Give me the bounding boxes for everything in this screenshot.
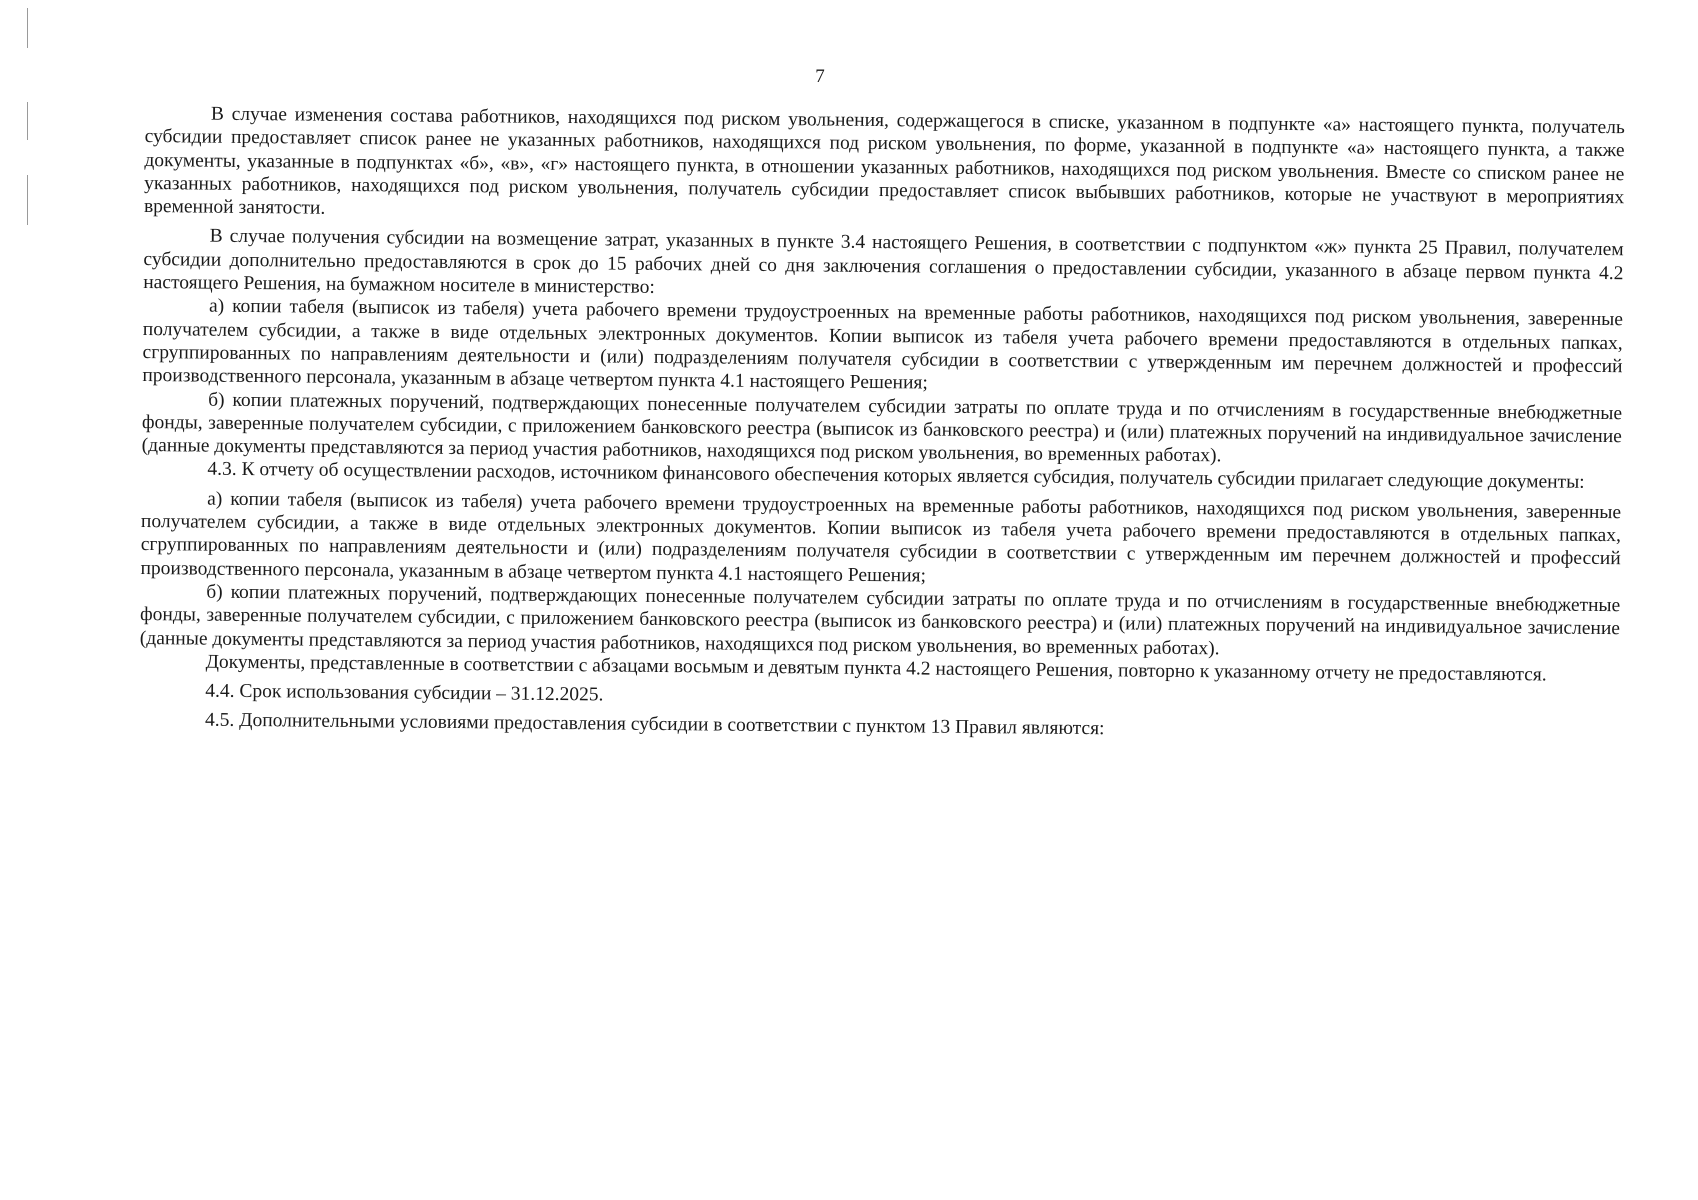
- paragraph-item-b-payment-orders-report: б) копии платежных поручений, подтверждающих понесенные получателем субсидии затраты по оплате труда и по отчислениям в государственные внебюджетные фонды, заверенные получателем субсидии, с приложением банковского реестра (выписок из банковского реестра) и (или) платежных поручений на индивидуальное зачисление (данные документы представляются за период участия работников, находящихся под риском увольнения, во временных работах).: [139, 581, 1621, 659]
- page-number: 7: [815, 66, 825, 87]
- paragraph-cost-reimbursement: В случае получения субсидии на возмещение затрат, указанных в пункте 3.4 настоящего Решения, в соответствии с подпунктом «ж» пункта 25 Правил, получателем субсидии дополнительно предоставляются в срок до 15 рабочих дней со дня заключения соглашения о предоставлении субсидии, указанного в абзаце первом пункта 4.2 настоящего Решения, на бумажном носителе в министерство:: [143, 226, 1624, 298]
- scan-margin-mark: [27, 102, 28, 140]
- paragraph-section-4-5: 4.5. Дополнительными условиями предоставления субсидии в соответствии с пунктом 13 Правил являются:: [204, 710, 1105, 740]
- paragraph-documents-not-resubmitted: Документы, представленные в соответствии с абзацами восьмым и девятым пункта 4.2 настоящего Решения, повторно к указанному отчету не предоставляются.: [205, 651, 1547, 686]
- document-body: [139, 102, 1625, 746]
- paragraph-item-a-timesheets-report: а) копии табеля (выписок из табеля) учета рабочего времени трудоустроенных на временные работы работников, находящихся под риском увольнения, заверенные получателем субсидии, а также в виде отдельных электронных документов. Копии выписок из табеля учета рабочего времени предоставляются в отдельных папках, сгруппированных по направлениям деятельности и (или) подразделениям получателя субсидии в соответствии с утвержденным им перечнем должностей и профессий производственного персонала, указанным в абзаце четвертом пункта 4.1 настоящего Решения;: [140, 488, 1622, 587]
- paragraph-item-a-timesheets: а) копии табеля (выписок из табеля) учета рабочего времени трудоустроенных на временные работы работников, находящихся под риском увольнения, заверенные получателем субсидии, а также в виде отдельных электронных документов. Копии выписок из табеля учета рабочего времени предоставляются в отдельных папках, сгруппированных по направлениям деятельности и (или) подразделениям получателя субсидии в соответствии с утвержденным им перечнем должностей и профессий производственного персонала, указанным в абзаце четвертом пункта 4.1 настоящего Решения;: [142, 295, 1624, 394]
- scan-margin-mark: [27, 8, 28, 48]
- paragraph-section-4-3: 4.3. К отчету об осуществлении расходов, источником финансового обеспечения которых является субсидия, получатель субсидии прилагает следующие документы:: [207, 459, 1585, 494]
- paragraph-item-b-payment-orders: б) копии платежных поручений, подтверждающих понесенные получателем субсидии затраты по оплате труда и по отчислениям в государственные внебюджетные фонды, заверенные получателем субсидии, с приложением банковского реестра (выписок из банковского реестра) и (или) платежных поручений на индивидуальное зачисление (данные документы представляются за период участия работников, находящихся под риском увольнения, во временных работах).: [141, 389, 1623, 467]
- paragraph-staff-change: В случае изменения состава работников, находящихся под риском увольнения, содержащегося в списке, указанном в подпункте «а» настоящего пункта, получатель субсидии предоставляет список ранее не указанных работников, находящихся под риском увольнения, по форме, указанной в подпункте «а» настоящего пункта, а также документы, указанные в подпунктах «б», «в», «г» настоящего пункта, в отношении указанных работников, находящихся под риском увольнения. Вместе со списком ранее не указанных работников, находящихся под риском увольнения, получатель субсидии предоставляет список выбывших работников, которые не участвуют в мероприятиях временной занятости.: [143, 103, 1625, 219]
- scan-margin-mark: [27, 175, 28, 225]
- paragraph-section-4-4: 4.4. Срок использования субсидии – 31.12.2025.: [205, 680, 604, 706]
